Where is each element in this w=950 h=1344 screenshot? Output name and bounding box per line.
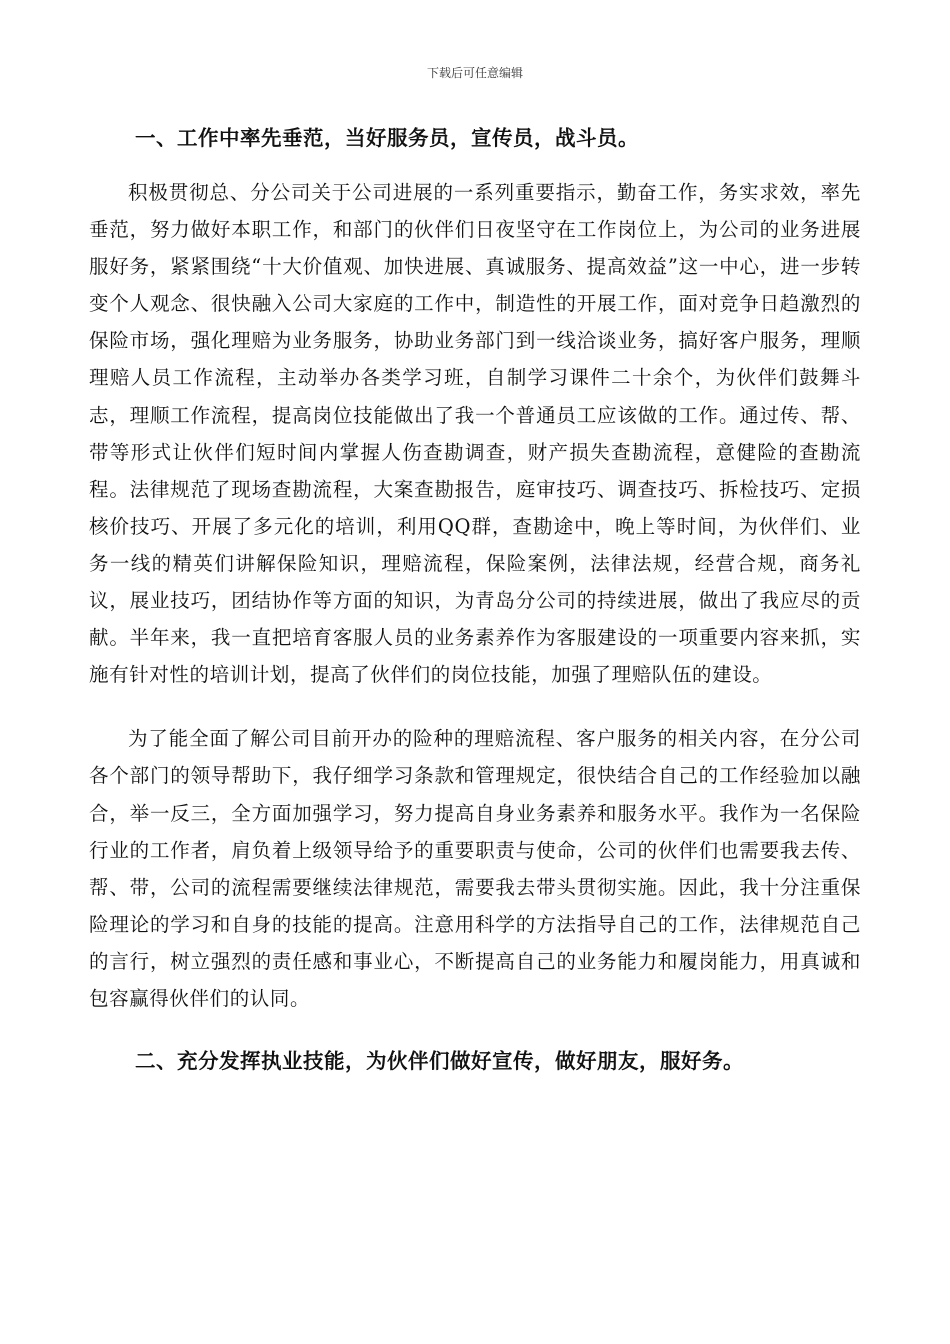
paragraph-1: 积极贯彻总、分公司关于公司进展的一系列重要指示，勤奋工作，务实求效，率先垂范，努力做好本职工作，和部门的伙伴们日夜坚守在工作岗位上，为公司的业务进展服好务，紧紧围绕“十大价值观、加快进展、真诚服务、提高效益”这一中心，进一步转变个人观念、很快融入公司大家庭的工作中，制造性的开展工作，面对竞争日趋激烈的保险市场，强化理赔为业务服务，协助业务部门到一线洽谈业务，搞好客户服务，理顺理赔人员工作流程，主动举办各类学习班，自制学习课件二十余个，为伙伴们鼓舞斗志，理顺工作流程，提高岗位技能做出了我一个普通员工应该做的工作。通过传、帮、带等形式让伙伴们短时间内掌握人伤查勘调查，财产损失查勘流程，意健险的查勘流程。法律规范了现场查勘流程，大案查勘报告，庭审技巧、调查技巧、拆检技巧、定损核价技巧、开展了多元化的培训，利用QQ群，查勘途中，晚上等时间，为伙伴们、业务一线的精英们讲解保险知识，理赔流程，保险案例，法律法规，经营合规，商务礼议，展业技巧，团结协作等方面的知识，为青岛分公司的持续进展，做出了我应尽的贡献。半年来，我一直把培育客服人员的业务素养作为客服建设的一项重要内容来抓，实施有针对性的培训计划，提高了伙伴们的岗位技能，加强了理赔队伍的建设。 bbox=[89, 181, 861, 687]
header-note: 下载后可任意编辑 bbox=[426, 66, 523, 80]
paragraph-2: 为了能全面了解公司目前开办的险种的理赔流程、客户服务的相关内容，在分公司各个部门的领导帮助下，我仔细学习条款和管理规定，很快结合自己的工作经验加以融合，举一反三，全方面加强学习，努力提高自身业务素养和服务水平。我作为一名保险行业的工作者，肩负着上级领导给予的重要职责与使命，公司的伙伴们也需要我去传、帮、带，公司的流程需要继续法律规范，需要我去带头贯彻实施。因此，我十分注重保险理论的学习和自身的技能的提高。注意用科学的方法指导自己的工作，法律规范自己的言行，树立强烈的责任感和事业心，不断提高自己的业务能力和履岗能力，用真诚和包容赢得伙伴们的认同。 bbox=[89, 727, 861, 1010]
section-heading-2: 二、充分发挥执业技能，为伙伴们做好宣传，做好朋友，服好务。 bbox=[135, 1049, 744, 1074]
section-heading-1: 一、工作中率先垂范，当好服务员，宣传员，战斗员。 bbox=[135, 126, 639, 150]
document-body bbox=[89, 118, 861, 1081]
